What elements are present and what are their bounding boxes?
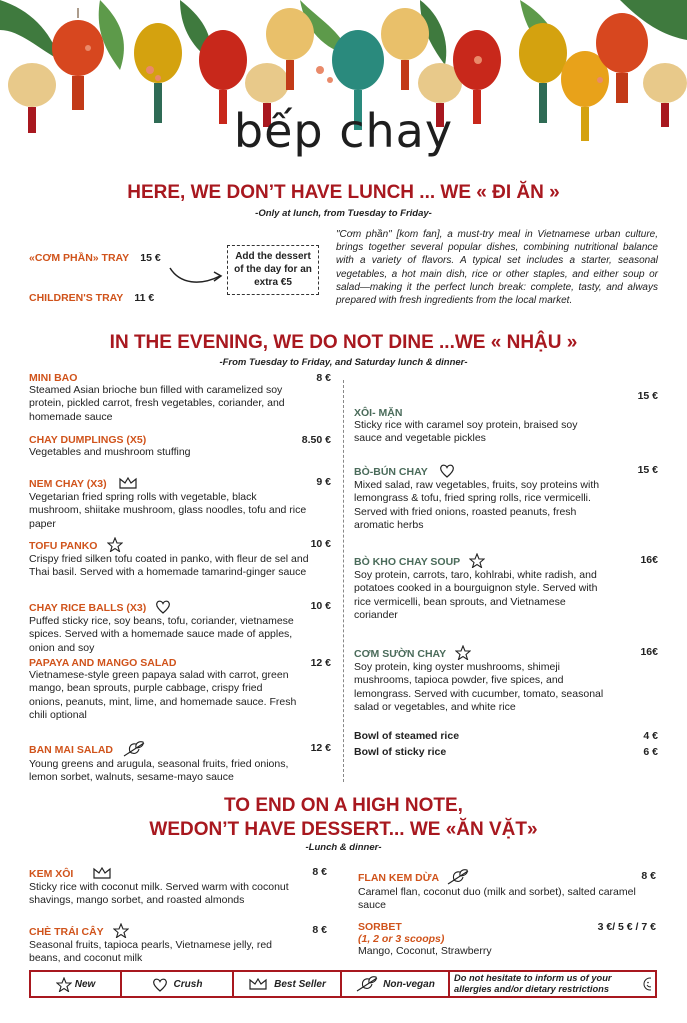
com-phan-description: "Cơm phần" [kom fan], a must-try meal in Vietnamese urban culture, brings together several popular dishes, combining nutritional balance with a variety of flavors. A typical set includes a starter, seasonal vegetables, a hot main dish, rice or other staples, and either soup or salad—making it the perfect lunch break: complete, tasty, and always prepared with fresh ingredients from the local market. — [336, 229, 658, 307]
menu-item — [29, 472, 331, 531]
menu-item-price: 16€ — [640, 645, 658, 658]
restaurant-logo: bếp chay — [233, 104, 454, 158]
tray-price: 15 € — [140, 252, 161, 264]
menu-item — [29, 534, 331, 580]
dessert-section-subtitle: -Lunch & dinner- — [305, 842, 382, 853]
menu-item-name: BAN MAI SALAD — [29, 744, 113, 756]
dessert-item — [29, 920, 327, 966]
icon-legend — [29, 970, 657, 998]
legend-crush — [122, 972, 234, 996]
dessert-item — [358, 921, 656, 958]
menu-item-price: 8 € — [316, 372, 331, 384]
menu-item-description: Vegetables and mushroom stuffing — [29, 446, 191, 458]
menu-item-description: Steamed Asian brioche bun filled with caramelized soy protein, pickled carrot, fresh vegetables, coriander, and homemade sauce — [29, 384, 285, 423]
menu-item-description: Sticky rice with caramel soy protein, braised soy sauce and vegetable pickles — [354, 419, 578, 445]
dessert-item-description: Mango, Coconut, Strawberry — [358, 945, 492, 957]
dessert-item-name: CHÈ TRÁI CÂY — [29, 926, 104, 938]
leaf-icon — [446, 868, 472, 886]
menu-item — [29, 434, 331, 459]
legend-non-vegan-label: Non-vegan — [383, 978, 435, 990]
menu-item — [29, 657, 331, 722]
children-tray-name: CHILDREN'S TRAY — [29, 292, 124, 304]
legend-non-vegan — [342, 972, 450, 996]
side-item — [354, 730, 658, 742]
legend-best-seller-label: Best Seller — [274, 978, 326, 990]
menu-item-price: 10 € — [310, 599, 331, 612]
star-icon — [469, 553, 485, 568]
menu-item-name: BÒ KHO CHAY SOUP — [354, 556, 461, 568]
menu-item-name: MINI BAO — [29, 372, 78, 384]
side-item-name: Bowl of steamed rice — [354, 730, 460, 742]
menu-item — [29, 596, 331, 655]
heart-icon — [152, 977, 168, 992]
menu-item-price: 9 € — [316, 475, 331, 488]
allergy-notice-text: Do not hesitate to inform us of your allergies and/or dietary restrictions — [454, 973, 612, 994]
menu-item — [354, 642, 658, 714]
legend-best-seller — [234, 972, 342, 996]
menu-item-price: 12 € — [310, 657, 331, 669]
dessert-item-name: FLAN KEM DỪA — [358, 872, 440, 884]
menu-item-description: Young greens and arugula, seasonal fruits, fried onions, lemon sorbet, walnuts, sesame-mayo sauce — [29, 757, 289, 783]
menu-item-name: CHAY RICE BALLS (X3) — [29, 602, 147, 614]
menu-item-description: Puffed sticky rice, soy beans, tofu, coriander, vietnamese spices. Served with a homemade sauce made of apples, onion and soy — [29, 615, 294, 654]
star-icon — [107, 537, 123, 552]
menu-item-price: 10 € — [310, 537, 331, 550]
legend-crush-label: Crush — [173, 978, 203, 990]
menu-item — [29, 372, 331, 424]
menu-item-name: TOFU PANKO — [29, 540, 98, 552]
column-divider — [343, 380, 344, 782]
children-tray-item — [29, 286, 154, 305]
menu-item-price: 16€ — [640, 553, 658, 566]
menu-item — [354, 384, 658, 446]
dessert-item — [358, 866, 656, 912]
heart-icon — [439, 463, 455, 478]
children-tray-price: 11 € — [134, 292, 155, 304]
sorbet-scoops-note: (1, 2 or 3 scoops) — [358, 933, 445, 945]
side-item — [354, 746, 658, 758]
star-icon — [455, 645, 471, 660]
crown-icon — [118, 476, 138, 490]
tray-item — [29, 246, 161, 265]
side-item-price: 4 € — [643, 730, 658, 742]
dessert-item-price: 8 € — [312, 923, 327, 936]
dessert-item-price: 8 € — [312, 865, 327, 878]
menu-item — [29, 738, 331, 784]
lunch-section-title: HERE, WE DON’T HAVE LUNCH ... WE « ĐI ĂN » — [127, 182, 560, 203]
menu-item-price: 15 € — [637, 463, 658, 476]
legend-allergy-notice — [450, 972, 655, 996]
dessert-item-price: 8 € — [641, 869, 656, 882]
menu-item — [354, 550, 658, 622]
menu-item-name: CHAY DUMPLINGS (X5) — [29, 434, 147, 446]
menu-item-description: Soy protein, king oyster mushrooms, shimeji mushrooms, tapioca powder, five spices, and lemongrass. Served with cucumber, tomato, seasonal salad or vegetables, and white rice — [354, 661, 604, 713]
menu-item-description: Crispy fried silken tofu coated in panko, with fleur de sel and Thai basil. Served with a homemade tamarind-ginger sauce — [29, 553, 309, 579]
side-item-price: 6 € — [643, 746, 658, 758]
menu-item-name: PAPAYA AND MANGO SALAD — [29, 657, 177, 669]
menu-item-price: 12 € — [310, 741, 331, 754]
dessert-item-description: Seasonal fruits, tapioca pearls, Vietnamese jelly, red beans, and coconut milk — [29, 939, 272, 965]
star-icon — [113, 923, 129, 938]
menu-item-name: NEM CHAY (X3) — [29, 478, 107, 490]
menu-item-name: XÔI- MẶN — [354, 407, 403, 419]
crown-icon — [92, 866, 112, 880]
menu-item-description: Soy protein, carrots, taro, kohlrabi, white radish, and potatoes cooked in a bourguignon style. Served with rice vermicelli, bean sprouts, and Vietnamese coriander — [354, 569, 598, 621]
evening-section-subtitle: -From Tuesday to Friday, and Saturday lunch & dinner- — [219, 357, 468, 368]
menu-item-description: Mixed salad, raw vegetables, fruits, soy proteins with lemongrass & tofu, fried spring rolls, rice vermicelli. Served with fried onions, roasted peanuts, fresh aromatic herbs — [354, 479, 600, 531]
dessert-item-name: KEM XÔI — [29, 868, 74, 880]
smiley-icon — [643, 977, 651, 991]
leaf-icon — [355, 975, 381, 993]
heart-icon — [155, 599, 171, 614]
legend-new-label: New — [74, 978, 96, 990]
leaf-icon — [122, 740, 148, 758]
evening-section-title: IN THE EVENING, WE DO NOT DINE ...WE « NHẬU » — [109, 332, 578, 353]
menu-item-price: 15 € — [637, 390, 658, 402]
legend-new — [31, 972, 122, 996]
menu-item-name: CƠM SƯỜN CHAY — [354, 648, 447, 660]
dessert-item-price: 3 €/ 5 € / 7 € — [597, 921, 656, 933]
dessert-item-name: SORBET — [358, 921, 402, 933]
dessert-section-title: TO END ON A HIGH NOTE, — [224, 795, 463, 816]
lunch-section-subtitle: -Only at lunch, from Tuesday to Friday- — [255, 208, 432, 219]
side-item-name: Bowl of sticky rice — [354, 746, 447, 758]
dessert-addon-note: Add the dessert of the day for an extra €5 — [227, 245, 319, 295]
menu-item-description: Vegetarian fried spring rolls with vegetable, black mushroom, shiitake mushroom, glass noodles, tofu and rice paper — [29, 491, 307, 530]
arrow-icon — [166, 262, 226, 288]
dessert-item-description: Sticky rice with coconut milk. Served warm with coconut shavings, mango sorbet, and roasted almonds — [29, 881, 289, 907]
dessert-item-description: Caramel flan, coconut duo (milk and sorbet), salted caramel sauce — [358, 885, 636, 911]
menu-item-name: BÒ-BÚN CHAY — [354, 466, 428, 478]
star-icon — [56, 977, 72, 992]
dessert-section-title-line2: WEDON’T HAVE DESSERT... WE «ĂN VẶT» — [149, 819, 538, 840]
menu-item-price: 8.50 € — [301, 434, 331, 446]
crown-icon — [248, 977, 268, 991]
tray-name: «CƠM PHẦN» TRAY — [29, 252, 130, 264]
dessert-item — [29, 862, 327, 908]
menu-item-description: Vietnamese-style green papaya salad with carrot, green mango, bean sprouts, purple cabbage, crispy fried onions, peanuts, mint, lime, and homemade sauce. Fresh chili optional — [29, 669, 297, 721]
menu-item — [354, 460, 658, 532]
